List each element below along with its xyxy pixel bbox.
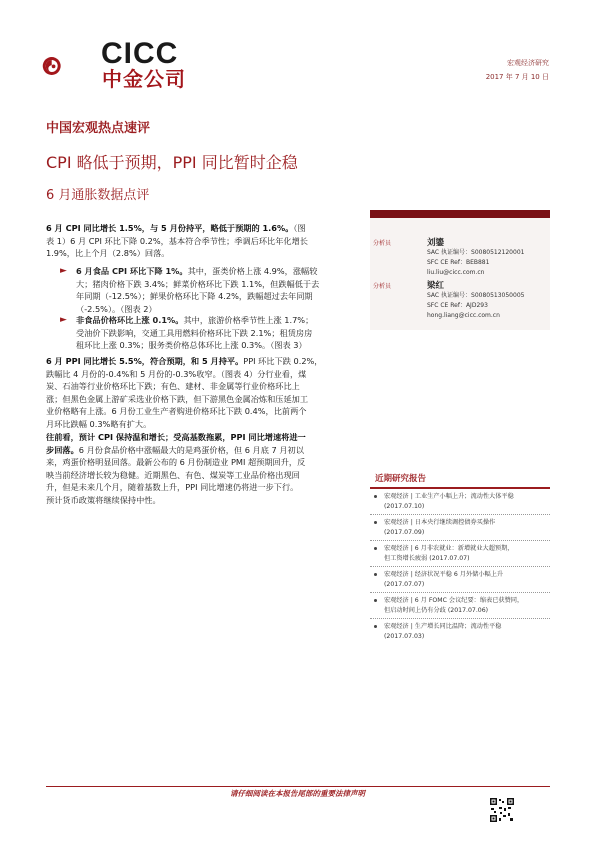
report-link[interactable]: 宏观经济 | 生产增长同比温降；流动性平稳 bbox=[384, 623, 502, 630]
report-date: (2017.07.03) bbox=[384, 633, 425, 640]
text-line: 年同期（-12.5%）；鲜果价格环比下降 4.2%，跌幅超过去年同期 bbox=[76, 291, 313, 302]
analyst-email[interactable]: liu.liu@cicc.com.cn bbox=[427, 269, 485, 276]
qr-code-icon bbox=[490, 798, 514, 822]
recent-report-item[interactable] bbox=[370, 518, 550, 540]
text-line: （图 bbox=[293, 223, 306, 233]
legal-disclaimer: 请仔细阅读在本报告尾部的重要法律声明 bbox=[230, 789, 365, 798]
recent-report-item[interactable] bbox=[370, 544, 550, 566]
bullet-dot-icon bbox=[374, 599, 377, 602]
divider bbox=[370, 540, 550, 541]
divider bbox=[370, 592, 550, 593]
report-category: 宏观经济研究 bbox=[507, 59, 549, 67]
text-line: 表 1）6 月 CPI 环比下降 0.2%，基本符合季节性；季调后环比年化增长 bbox=[46, 235, 308, 246]
text-line: 受油价下跌影响，交通工具用燃料价格环比下跌 2.1%；租赁房房 bbox=[76, 327, 313, 338]
text-line: 涨；但黑色金属上游矿采选业价格下跌，但下游黑色金属冶炼和压延加工 bbox=[46, 393, 309, 404]
recent-report-item[interactable] bbox=[370, 596, 550, 618]
outlook-headline-cont: 步回落。 bbox=[46, 444, 79, 455]
text-line: 升，但是未来几个月，随着基数上升，PPI 同比增速仍将进一步下行。 bbox=[46, 482, 299, 493]
analyst-sac: SAC 执证编号：S0080512120001 bbox=[427, 249, 525, 256]
report-date: (2017.07.09) bbox=[384, 529, 425, 536]
bullet-dot-icon bbox=[374, 495, 377, 498]
report-link[interactable]: 宏观经济 | 经济状况平稳 6 月外储小幅上升 bbox=[384, 571, 504, 578]
bullet-food-cpi bbox=[46, 265, 356, 317]
text-line: 1.9%，比上个月（2.8%）回落。 bbox=[46, 248, 170, 259]
report-title: CPI 略低于预期，PPI 同比暂时企稳 bbox=[46, 153, 298, 172]
divider bbox=[370, 566, 550, 567]
report-link[interactable]: 宏观经济 | 日本央行继续调控债券买操作 bbox=[384, 519, 496, 526]
bullet-dot-icon bbox=[374, 573, 377, 576]
text-line: 映当前经济增长较为稳健。近期黑色、有色、煤炭等工业品价格出现回 bbox=[46, 469, 300, 480]
report-date: 2017 年 7 月 10 日 bbox=[485, 73, 549, 81]
analyst-label: 分析员 bbox=[373, 240, 392, 247]
report-subtitle: 6 月通胀数据点评 bbox=[46, 188, 150, 203]
recent-reports-rule bbox=[370, 487, 550, 489]
report-date: 但工资增长疲弱 (2017.07.07) bbox=[384, 555, 470, 562]
outlook-headline: 往前看，预计 CPI 保持温和增长；受高基数拖累，PPI 同比增速将进一 bbox=[46, 432, 306, 442]
paragraph-cpi bbox=[46, 222, 356, 260]
text-line: 租环比上涨 0.3%；服务类价格总体环比上涨 0.3%。（图表 3） bbox=[76, 340, 307, 351]
report-link[interactable]: 宏观经济 | 6 月非农就业：新增就业大超预期， bbox=[384, 545, 514, 552]
report-link[interactable]: 宏观经济 | 工业生产小幅上升；流动性大体平稳 bbox=[384, 493, 514, 500]
text-line: 6 月份食品价格中涨幅最大的是鸡蛋价格，但 6 月底 7 月初以 bbox=[78, 444, 304, 455]
text-line: 预计货币政策将继续保持中性。 bbox=[46, 494, 161, 505]
text-line: （-2.5%）。（图表 2） bbox=[76, 303, 157, 314]
report-date: (2017.07.10) bbox=[384, 503, 425, 510]
recent-report-item[interactable] bbox=[370, 570, 550, 592]
bullet-dot-icon bbox=[374, 547, 377, 550]
recent-report-item[interactable] bbox=[370, 492, 550, 514]
ppi-headline: 6 月 PPI 同比增长 5.5%，符合预期，和 5 月持平。 bbox=[46, 356, 244, 366]
bullet-dot-icon bbox=[374, 625, 377, 628]
divider bbox=[370, 514, 550, 515]
report-date: (2017.07.07) bbox=[384, 581, 425, 588]
text-line: 大；猪肉价格下跌 3.4%；鲜菜价格环比下跌 1.1%，但跌幅低于去 bbox=[76, 278, 320, 289]
logo-text-en: CICC bbox=[101, 37, 179, 70]
report-date: 但启动时间上仍有分歧 (2017.07.06) bbox=[384, 607, 489, 614]
analyst-label: 分析员 bbox=[373, 283, 392, 290]
recent-reports-title: 近期研究报告 bbox=[375, 474, 427, 484]
footer-rule bbox=[46, 786, 550, 787]
recent-report-item[interactable] bbox=[370, 622, 550, 644]
text-line: 来，鸡蛋价格明显回落。最新公布的 6 月份制造业 PMI 超预期回升，反 bbox=[46, 457, 306, 468]
text-line: 炭、石油等行业价格环比下跌；有色、建材、非金属等行业价格环比上 bbox=[46, 381, 300, 392]
analyst-name: 梁红 bbox=[427, 281, 445, 291]
sidebar-top-bar bbox=[370, 210, 550, 218]
cicc-logo-mark bbox=[42, 38, 98, 94]
analyst-email[interactable]: hong.liang@cicc.com.cn bbox=[427, 312, 500, 319]
bullet-arrow-icon: ► bbox=[60, 315, 67, 325]
analyst-sfc: SFC CE Ref：BEB881 bbox=[427, 259, 490, 266]
food-cpi-headline: 6 月食品 CPI 环比下降 1%。 bbox=[76, 266, 188, 276]
cpi-headline: 6 月 CPI 同比增长 1.5%，与 5 月份持平，略低于预期的 1.6%。 bbox=[46, 223, 294, 233]
analyst-sfc: SFC CE Ref：AJD293 bbox=[427, 302, 488, 309]
text-line: 其中，蛋类价格上涨 4.9%，涨幅较 bbox=[187, 266, 318, 276]
paragraph-ppi bbox=[46, 355, 356, 431]
analyst-name: 刘鎏 bbox=[427, 238, 445, 248]
nonfood-headline: 非食品价格环比上涨 0.1%。 bbox=[76, 315, 184, 325]
text-line: 业价格略有上涨。6 月份工业生产者购进价格环比下跌 0.4%，比前两个 bbox=[46, 406, 307, 417]
divider bbox=[370, 618, 550, 619]
analyst-sac: SAC 执证编号：S0080513050005 bbox=[427, 292, 525, 299]
series-title: 中国宏观热点速评 bbox=[46, 121, 151, 136]
bullet-nonfood-cpi bbox=[46, 314, 356, 354]
paragraph-outlook bbox=[46, 431, 356, 507]
text-line: 其中，旅游价格季节性上涨 1.7%； bbox=[183, 315, 314, 325]
logo-text-cn: 中金公司 bbox=[102, 67, 186, 91]
text-line: 月环比跌幅 0.3%略有扩大。 bbox=[46, 418, 152, 429]
report-link[interactable]: 宏观经济 | 6 月 FOMC 会议纪要：缩表已获赞同， bbox=[384, 597, 524, 604]
bullet-arrow-icon: ► bbox=[60, 266, 67, 276]
bullet-dot-icon bbox=[374, 521, 377, 524]
text-line: 跌幅比 4 月份的-0.4%和 5 月份的-0.3%收窄。（图表 4）分行业看，煤 bbox=[46, 368, 307, 379]
text-line: PPI 环比下跌 0.2%， bbox=[243, 356, 323, 366]
